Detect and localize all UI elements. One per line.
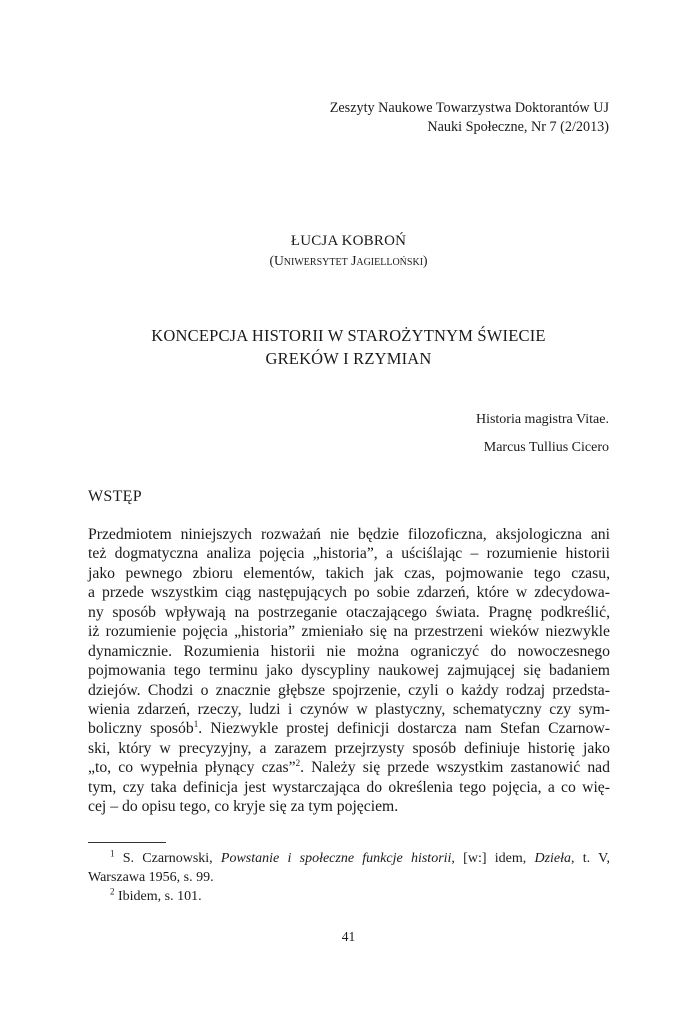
title-line-1: KONCEPCJA HISTORII W STAROŻYTNYM ŚWIECIE <box>151 326 546 345</box>
body-line: Przedmiotem niniejszych rozważań nie będzie filozoficzna, aksjologiczna ani <box>88 526 610 543</box>
footnote-1-continued: Warszawa 1956, s. 99. <box>88 870 214 885</box>
footnote-text: , t. V, <box>571 851 610 866</box>
body-line <box>88 719 610 738</box>
body-line: ny sposób wpływają na postrzeganie otaczającego świata. Pragnę podkreślić, <box>88 603 610 621</box>
footnote-separator <box>88 842 166 843</box>
footnote-number: 2 <box>110 886 115 897</box>
body-line: też dogmatyczna analiza pojęcia „historia”, a uściślając – rozumienie historii <box>88 545 610 563</box>
author-block <box>0 232 697 270</box>
footnote-text: , [w:] idem, <box>451 851 535 866</box>
body-text-fragment: . Niezwykle prostej definicji dostarcza nam Stefan Czarnow- <box>198 720 610 738</box>
body-line: cej – do opisu tego, co kryje się za tym pojęciem. <box>88 798 399 816</box>
journal-header <box>330 99 609 137</box>
body-line: dynamicznie. Rozumienia historii nie można ograniczyć do nowoczesnego <box>88 642 610 660</box>
footnote-ref-1[interactable]: 1 <box>193 719 199 730</box>
body-text-fragment: „to, co wypełnia płynący czas” <box>88 759 296 777</box>
body-line: dziejów. Chodzi o znacznie głębsze spojrzenie, czyli o każdy rodzaj przedsta- <box>88 681 610 699</box>
body-line: ski, który w precyzyjny, a zarazem przejrzysty sposób definiuje historię jako <box>88 739 610 757</box>
title-line-2: GREKÓW I RZYMIAN <box>265 349 432 368</box>
footnote-2 <box>88 887 610 906</box>
body-paragraph <box>88 525 610 817</box>
body-line: a przede wszystkim ciąg następujących po sobie zdarzeń, które w zdecydowa- <box>88 584 610 602</box>
motto-attribution: Marcus Tullius Cicero <box>483 440 609 455</box>
page-number: 41 <box>341 929 356 944</box>
body-text-fragment: . Należy się przede wszystkim zastanowić nad <box>300 759 610 777</box>
footnote-text: S. Czarnowski, <box>114 851 221 866</box>
footnote-ref-2[interactable]: 2 <box>295 758 301 769</box>
author-name: ŁUCJA KOBROŃ <box>290 233 407 249</box>
journal-issue: Nauki Społeczne, Nr 7 (2/2013) <box>427 119 609 135</box>
section-heading: WSTĘP <box>88 488 142 505</box>
footnotes <box>88 849 610 906</box>
body-text-fragment: boliczny sposób <box>88 720 194 738</box>
body-line: jako pewnego zbioru elementów, takich jak czas, pojmowanie tego czasu, <box>88 564 610 582</box>
motto-quote: Historia magistra Vitae. <box>475 412 609 427</box>
body-line: tym, czy taka definicja jest wystarczająca do określenia tego pojęcia, a co wię- <box>88 778 610 796</box>
cited-title: Powstanie i społeczne funkcje historii <box>220 851 452 866</box>
cited-title: Dzieła <box>534 851 572 866</box>
body-line: pojmowania tego terminu jako dyscypliny naukowej zajmującej się badaniem <box>88 662 610 680</box>
footnote-number: 1 <box>110 848 115 859</box>
body-line <box>88 758 610 777</box>
footnote-1 <box>88 849 610 868</box>
article-title <box>0 324 697 370</box>
body-line: wienia zdarzeń, rzeczy, ludzi i czynów w plastyczny, schematyczny czy sym- <box>88 700 610 718</box>
author-affiliation: (Uniwersytet Jagielloński) <box>269 253 428 268</box>
journal-name: Zeszyty Naukowe Towarzystwa Doktorantów UJ <box>329 100 609 116</box>
body-line: iż rozumienie pojęcia „historia” zmieniało się na przestrzeni wieków niezwykle <box>88 623 610 641</box>
footnote-text: Ibidem, s. 101. <box>114 889 202 904</box>
